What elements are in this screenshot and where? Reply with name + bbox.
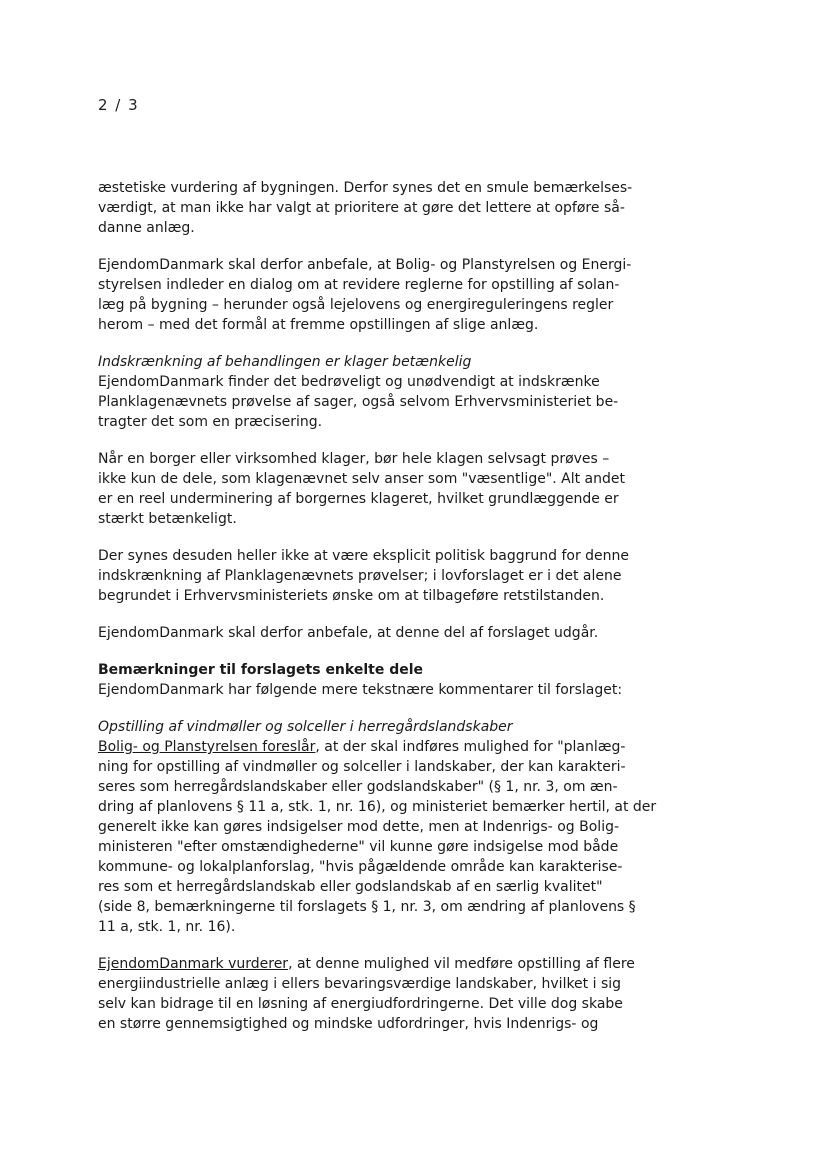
text-fragment: , at der skal indføres mulighed for "planlæg- <box>315 739 626 755</box>
text-line: ministeren "efter omstændighederne" vil kunne gøre indsigelse mod både <box>98 839 619 855</box>
text-line: indskrænkning af Planklagenævnets prøvelser; i lovforslaget er i det alene <box>98 568 622 584</box>
text-line: værdigt, at man ikke har valgt at prioritere at gøre det lettere at opføre så- <box>98 200 625 216</box>
text-line <box>98 954 658 974</box>
paragraph-recommend-removal <box>98 623 658 643</box>
text-line: EjendomDanmark skal derfor anbefale, at denne del af forslaget udgår. <box>98 625 599 641</box>
paragraph-windmills-solar <box>98 717 658 937</box>
text-line: Der synes desuden heller ikke at være eksplicit politisk baggrund for denne <box>98 548 630 564</box>
text-line: generelt ikke kan gøres indsigelser mod dette, men at Indenrigs- og Bolig- <box>98 819 620 835</box>
paragraph-detailed-remarks <box>98 660 658 700</box>
text-line: Når en borger eller virksomhed klager, bør hele klagen selvsagt prøves – <box>98 451 610 467</box>
paragraph-aesthetic-assessment <box>98 178 658 238</box>
paragraph-assessment <box>98 954 658 1034</box>
text-line: æstetiske vurdering af bygningen. Derfor synes det en smule bemærkelses- <box>98 180 633 196</box>
text-line: Planklagenævnets prøvelse af sager, også selvom Erhvervsministeriet be- <box>98 394 619 410</box>
underlined-phrase: EjendomDanmark vurderer <box>98 956 289 972</box>
text-line: kommune- og lokalplanforslag, "hvis pågældende område kan karakterise- <box>98 859 623 875</box>
text-line: herom – med det formål at fremme opstillingen af slige anlæg. <box>98 317 539 333</box>
text-line: stærkt betænkeligt. <box>98 511 237 527</box>
paragraph-recommendation-solar <box>98 255 658 335</box>
paragraph-complaint-restriction <box>98 352 658 432</box>
text-line: res som et herregårdslandskab eller godslandskab af en særlig kvalitet" <box>98 879 603 895</box>
text-line: EjendomDanmark har følgende mere tekstnære kommentarer til forslaget: <box>98 682 623 698</box>
text-fragment: , at denne mulighed vil medføre opstilling af flere <box>288 956 635 972</box>
text-line: (side 8, bemærkningerne til forslagets § 1, nr. 3, om ændring af planlovens § <box>98 899 636 915</box>
text-line: begrundet i Erhvervsministeriets ønske om at tilbageføre retstilstanden. <box>98 588 605 604</box>
page-number: 2 / 3 <box>98 96 140 114</box>
section-heading-italic: Opstilling af vindmøller og solceller i herregårdslandskaber <box>98 719 513 735</box>
text-line: tragter det som en præcisering. <box>98 414 323 430</box>
text-line: EjendomDanmark finder det bedrøveligt og unødvendigt at indskrænke <box>98 374 600 390</box>
paragraph-citizen-complaints <box>98 449 658 529</box>
text-line: en større gennemsigtighed og mindske udfordringer, hvis Indenrigs- og <box>98 1016 599 1032</box>
text-line: læg på bygning – herunder også lejelovens og energireguleringens regler <box>98 297 614 313</box>
text-line: selv kan bidrage til en løsning af energiudfordringerne. Det ville dog skabe <box>98 996 623 1012</box>
text-line: EjendomDanmark skal derfor anbefale, at Bolig- og Planstyrelsen og Energi- <box>98 257 632 273</box>
text-line: ning for opstilling af vindmøller og solceller i landskaber, der kan karakteri- <box>98 759 626 775</box>
document-body <box>98 178 658 1051</box>
text-line: ikke kun de dele, som klagenævnet selv anser som "væsentlige". Alt andet <box>98 471 626 487</box>
text-line: 11 a, stk. 1, nr. 16). <box>98 919 236 935</box>
text-line: styrelsen indleder en dialog om at revidere reglerne for opstilling af solan- <box>98 277 620 293</box>
text-line: energiindustrielle anlæg i ellers bevaringsværdige landskaber, hvilket i sig <box>98 976 622 992</box>
text-line: seres som herregårdslandskaber eller godslandskaber" (§ 1, nr. 3, om æn- <box>98 779 618 795</box>
section-heading-bold: Bemærkninger til forslagets enkelte dele <box>98 662 424 678</box>
text-line: danne anlæg. <box>98 220 195 236</box>
text-line: er en reel underminering af borgernes klageret, hvilket grundlæggende er <box>98 491 619 507</box>
text-line: dring af planlovens § 11 a, stk. 1, nr. 16), og ministeriet bemærker hertil, at der <box>98 799 657 815</box>
text-line <box>98 737 658 757</box>
section-heading-italic: Indskrænkning af behandlingen er klager betænkelig <box>98 354 472 370</box>
underlined-phrase: Bolig- og Planstyrelsen foreslår <box>98 739 316 755</box>
paragraph-political-background <box>98 546 658 606</box>
